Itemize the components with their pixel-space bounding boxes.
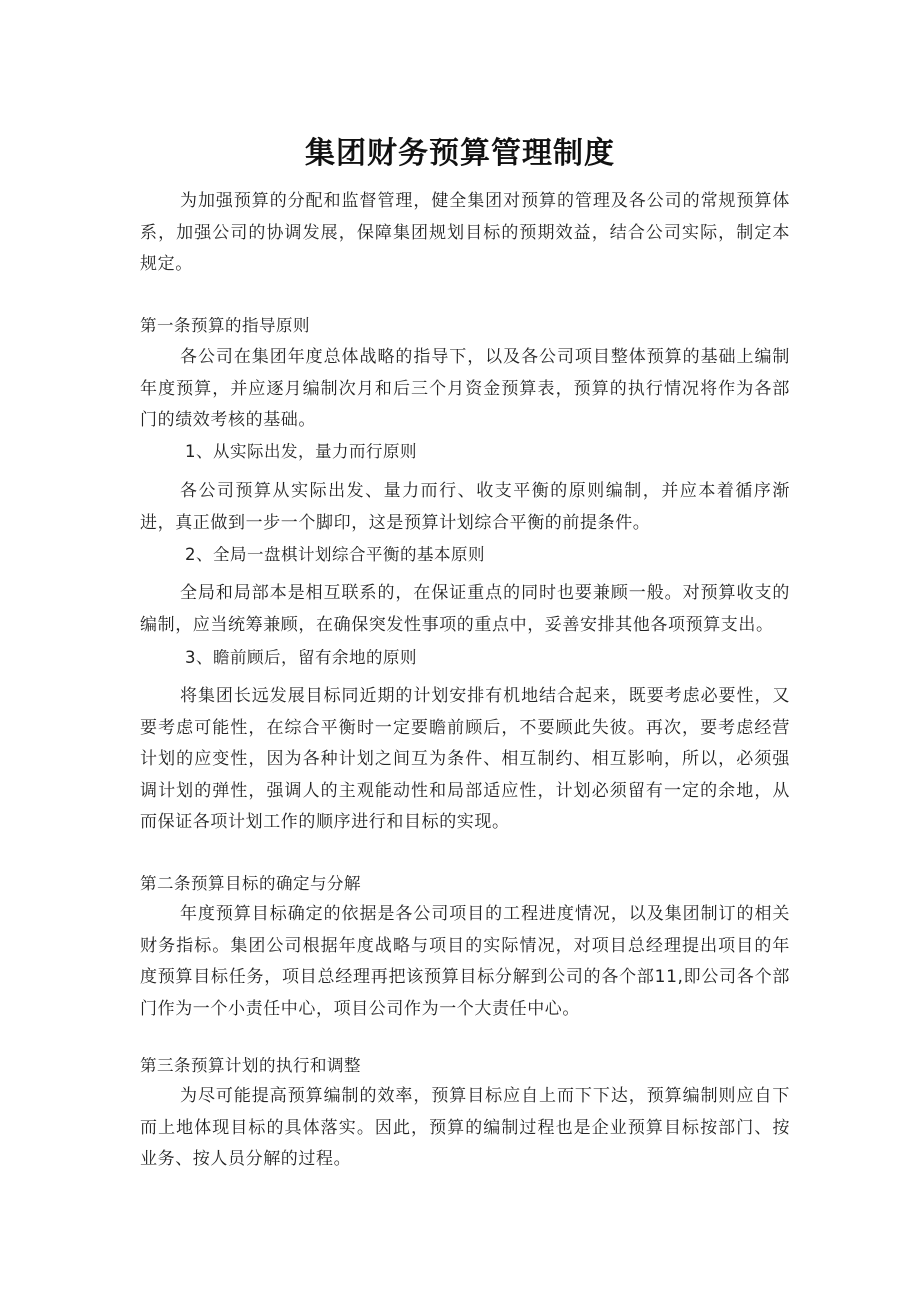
intro-paragraph: 为加强预算的分配和监督管理，健全集团对预算的管理及各公司的常规预算体系，加强公司的协调发展，保障集团规划目标的预期效益，结合公司实际，制定本规定。 bbox=[140, 191, 790, 274]
item1-title: 1、从实际出发，量力而行原则 bbox=[185, 442, 417, 461]
item3-body: 将集团长远发展目标同近期的计划安排有机地结合起来，既要考虑必要性，又要考虑可能性，在综合平衡时一定要瞻前顾后，不要顾此失彼。再次，要考虑经营计划的应变性，因为各种计划之间互为条件、相互制约、相互影响，所以，必须强调计划的弹性，强调人的主观能动性和局部适应性，计划必须留有一定的余地，从而保证各项计划工作的顺序进行和目标的实现。 bbox=[140, 686, 790, 832]
article1-heading: 第一条预算的指导原则 bbox=[140, 316, 310, 335]
document-title: 集团财务预算管理制度 bbox=[305, 136, 615, 171]
item2-title: 2、全局一盘棋计划综合平衡的基本原则 bbox=[185, 545, 485, 564]
article3-body: 为尽可能提高预算编制的效率，预算目标应自上而下下达，预算编制则应自下而上地体现目标的具体落实。因此，预算的编制过程也是企业预算目标按部门、按业务、按人员分解的过程。 bbox=[140, 1086, 790, 1169]
article1-body: 各公司在集团年度总体战略的指导下，以及各公司项目整体预算的基础上编制年度预算，并应逐月编制次月和后三个月资金预算表，预算的执行情况将作为各部门的绩效考核的基础。 bbox=[140, 347, 790, 430]
article3-heading: 第三条预算计划的执行和调整 bbox=[140, 1056, 361, 1075]
article2-heading: 第二条预算目标的确定与分解 bbox=[140, 874, 361, 893]
article2-body: 年度预算目标确定的依据是各公司项目的工程进度情况，以及集团制订的相关财务指标。集团公司根据年度战略与项目的实际情况，对项目总经理提出项目的年度预算目标任务，项目总经理再把该预算目标分解到公司的各个部11,即公司各个部门作为一个小责任中心，项目公司作为一个大责任中心。 bbox=[140, 904, 790, 1019]
item3-title: 3、瞻前顾后，留有余地的原则 bbox=[185, 648, 417, 667]
item1-body: 各公司预算从实际出发、量力而行、收支平衡的原则编制，并应本着循序渐进，真正做到一步一个脚印，这是预算计划综合平衡的前提条件。 bbox=[140, 481, 790, 533]
item2-body: 全局和局部本是相互联系的，在保证重点的同时也要兼顾一般。对预算收支的编制，应当统筹兼顾，在确保突发性事项的重点中，妥善安排其他各项预算支出。 bbox=[140, 583, 790, 635]
